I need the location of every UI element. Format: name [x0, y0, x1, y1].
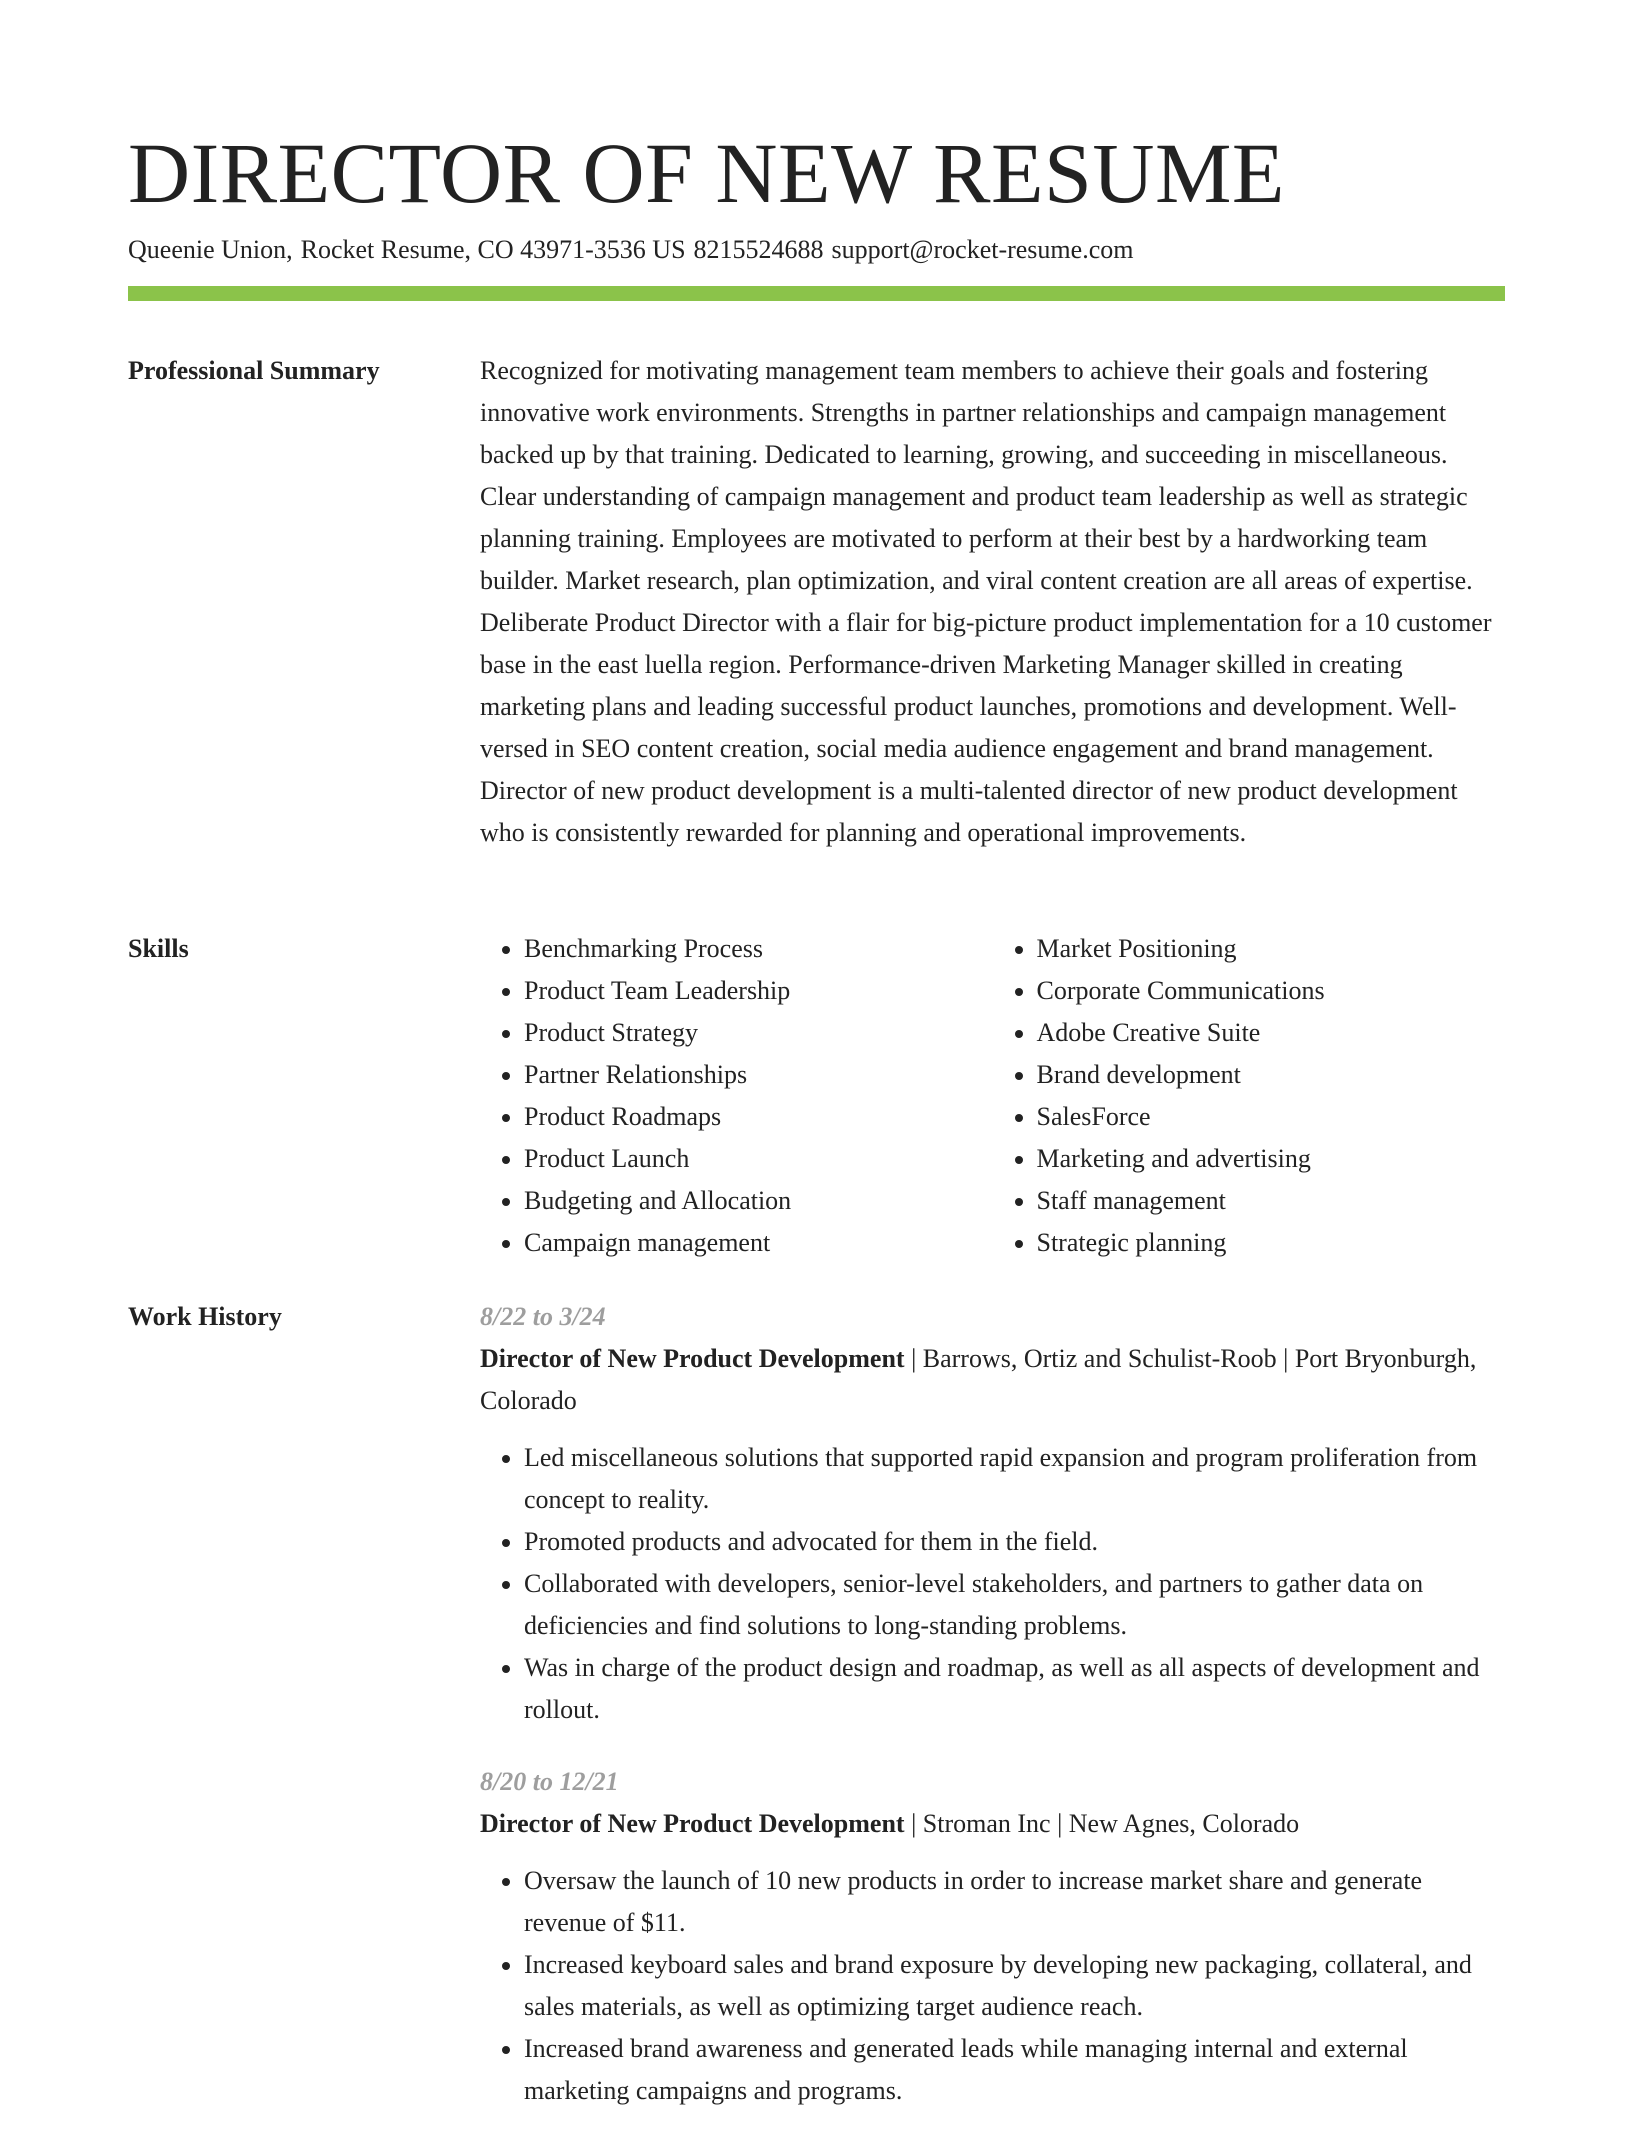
skill-item: • Product Team Leadership [524, 970, 993, 1012]
skill-item: • Budgeting and Allocation [524, 1180, 993, 1222]
skills-body [480, 928, 1505, 1264]
skills-label: Skills [128, 934, 189, 963]
summary-label: Professional Summary [128, 356, 380, 385]
job-bullet: • Collaborated with developers, senior-level stakeholders, and partners to gather data on deficiencies and find solutions to long-standing problems. [524, 1563, 1505, 1647]
job-dates: 8/22 to 3/24 [480, 1302, 606, 1331]
skill-item: • SalesForce [1037, 1096, 1506, 1138]
skill-item: • Corporate Communications [1037, 970, 1506, 1012]
skill-item: • Marketing and advertising [1037, 1138, 1506, 1180]
skills-list-right [993, 928, 1506, 1264]
job-heading [480, 1803, 1505, 1845]
job-details: | Stroman Inc | New Agnes, Colorado [904, 1809, 1300, 1838]
skill-item: • Brand development [1037, 1054, 1506, 1096]
job-bullets [480, 1437, 1505, 1731]
skill-item: • Strategic planning [1037, 1222, 1506, 1264]
skill-item: • Partner Relationships [524, 1054, 993, 1096]
summary-text: Recognized for motivating management team members to achieve their goals and fostering innovative work environments. Strengths in partner relationships and campaign management backed up by that training. Dedicated to learning, growing, and succeeding in miscellaneous. Clear understanding of campaign management and product team leadership as well as strategic planning training. Employees are motivated to perform at their best by a hardworking team builder. Market research, plan optimization, and viral content creation are all areas of expertise. Deliberate Product Director with a flair for big-picture product implementation for a 10 customer base in the east luella region. Performance-driven Marketing Manager skilled in creating marketing plans and leading successful product launches, promotions and development. Well-versed in SEO content creation, social media audience engagement and brand management. Director of new product development is a multi-talented director of new product development who is consistently rewarded for planning and operational improvements. [480, 356, 1492, 847]
work-history-body [480, 1296, 1505, 2136]
contact-phone: 8215524688 [693, 235, 824, 264]
job-title: Director of New Product Development [480, 1344, 905, 1373]
contact-name: Queenie Union, [128, 235, 293, 264]
job-bullets [480, 1860, 1505, 2112]
skill-item: • Product Launch [524, 1138, 993, 1180]
job-bullet: • Increased brand awareness and generated leads while managing internal and external marketing campaigns and programs. [524, 2028, 1505, 2112]
skills-list-left [480, 928, 993, 1264]
job-dates: 8/20 to 12/21 [480, 1767, 619, 1796]
work-history-label: Work History [128, 1302, 282, 1331]
job-entry [480, 1296, 1505, 1731]
job-details: | Barrows, Ortiz and Schulist-Roob | Port Bryonburgh, Colorado [480, 1344, 1477, 1415]
job-bullet: • Was in charge of the product design and roadmap, as well as all aspects of development and rollout. [524, 1647, 1505, 1731]
skill-item: • Campaign management [524, 1222, 993, 1264]
job-bullet: • Oversaw the launch of 10 new products in order to increase market share and generate revenue of $11. [524, 1860, 1505, 1944]
contact-location: Rocket Resume, CO 43971-3536 US [300, 235, 686, 264]
job-bullet: • Increased keyboard sales and brand exposure by developing new packaging, collateral, and sales materials, as well as optimizing target audience reach. [524, 1944, 1505, 2028]
job-title: Director of New Product Development [480, 1809, 905, 1838]
job-heading [480, 1338, 1505, 1422]
skill-item: • Benchmarking Process [524, 928, 993, 970]
job-entry [480, 1761, 1505, 2112]
job-bullet: • Led miscellaneous solutions that supported rapid expansion and program proliferation from concept to reality. [524, 1437, 1505, 1521]
skill-item: • Market Positioning [1037, 928, 1506, 970]
page-title: DIRECTOR OF NEW RESUME [128, 125, 1285, 221]
contact-line [128, 232, 1141, 268]
skill-item: • Staff management [1037, 1180, 1506, 1222]
contact-email: support@rocket-resume.com [831, 235, 1134, 264]
header-divider [128, 286, 1505, 301]
job-bullet: • Promoted products and advocated for them in the field. [524, 1521, 1505, 1563]
summary-body [480, 350, 1505, 854]
skill-item: • Adobe Creative Suite [1037, 1012, 1506, 1054]
skill-item: • Product Roadmaps [524, 1096, 993, 1138]
skill-item: • Product Strategy [524, 1012, 993, 1054]
